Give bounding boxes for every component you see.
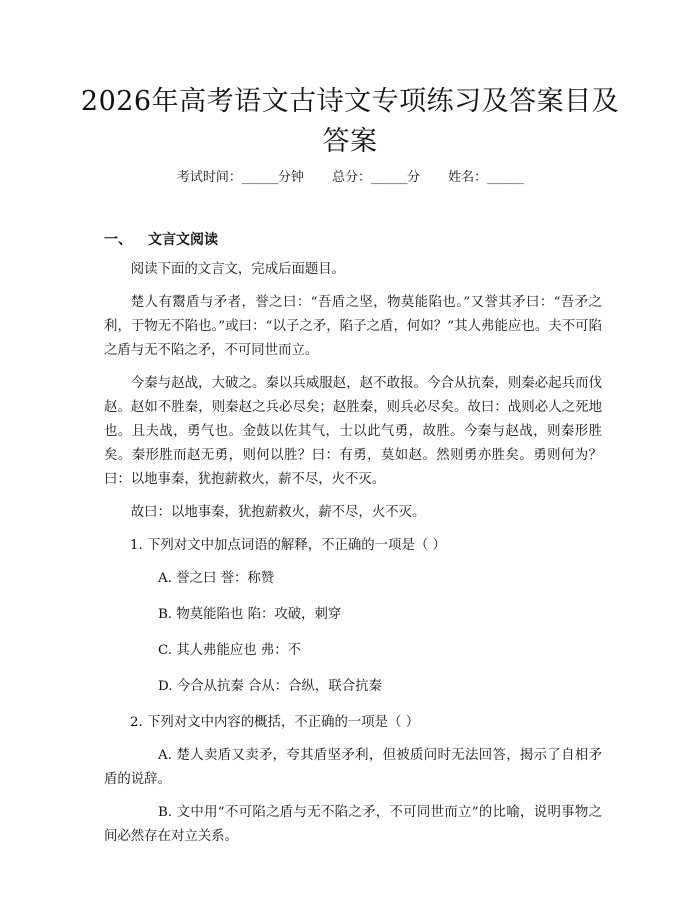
total-score-field <box>332 170 420 185</box>
question-option: D. 今合从抗秦 合从：合纵，联合抗秦 <box>158 679 382 694</box>
exam-time-field <box>177 170 304 185</box>
section-title: 文言文阅读 <box>148 232 218 248</box>
question-stem: 2. 下列对文中内容的概括，不正确的一项是（ ） <box>130 715 420 730</box>
question-stem: 1. 下列对文中加点词语的解释，不正确的一项是（ ） <box>130 538 446 553</box>
student-name-blank: ______ <box>487 170 524 185</box>
question-option: A. 楚人卖盾又卖矛，夸其盾坚矛利，但被质问时无法回答，揭示了自相矛盾的说辞。 <box>104 748 602 787</box>
passage-paragraph: 楚人有鬻盾与矛者，誉之曰：“吾盾之坚，物莫能陷也。”又誉其矛曰：“吾矛之利，于物无不陷也。”或曰：“以子之矛，陷子之盾，何如？”其人弗能应也。夫不可陷之盾与无不陷之矛，不可同世而立。 <box>104 295 602 358</box>
question-option: C. 其人弗能应也 弗：不 <box>158 643 302 658</box>
reading-instruction: 阅读下面的文言文，完成后面题目。 <box>130 262 346 277</box>
document-body <box>104 258 602 858</box>
exam-time-blank: ______ <box>241 170 278 185</box>
passage-paragraph: 故曰：以地事秦，犹抱薪救火，薪不尽，火不灭。 <box>130 505 426 520</box>
total-score-label: 总分： <box>331 170 371 185</box>
question-option: B. 物莫能陷也 陷：攻破，刺穿 <box>158 607 342 622</box>
exam-time-unit: 分钟 <box>277 170 304 185</box>
total-score-unit: 分 <box>407 170 421 185</box>
exam-info-line <box>0 169 700 187</box>
total-score-blank: ______ <box>371 170 407 185</box>
student-name-label: 姓名： <box>448 170 488 185</box>
question-option: B. 文中用“不可陷之盾与无不陷之矛，不可同世而立”的比喻，说明事物之间必然存在对立关系。 <box>104 805 602 844</box>
section-heading <box>104 230 218 250</box>
passage-paragraph: 今秦与赵战，大破之。秦以兵威服赵，赵不敢报。今合从抗秦，则秦必起兵而伐赵。赵如不胜秦，则秦赵之兵必尽矣；赵胜秦，则兵必尽矣。故曰：战则必人之死地也。且夫战，勇气也。金鼓以佐其气，士以此气勇，故胜。今秦与赵战，则秦形胜矣。秦形胜而赵无勇，则何以胜？曰：有勇，莫如赵。然则勇亦胜矣。勇则何为？曰：以地事秦，犹抱薪救火，薪不尽，火不灭。 <box>104 376 602 487</box>
document-title: 2026年高考语文古诗文专项练习及答案目及答案 <box>80 86 620 157</box>
exam-time-label: 考试时间： <box>176 170 242 185</box>
question-option: A. 誉之曰 誉：称赞 <box>158 571 275 586</box>
section-number: 一、 <box>104 232 132 248</box>
student-name-field <box>448 170 523 185</box>
